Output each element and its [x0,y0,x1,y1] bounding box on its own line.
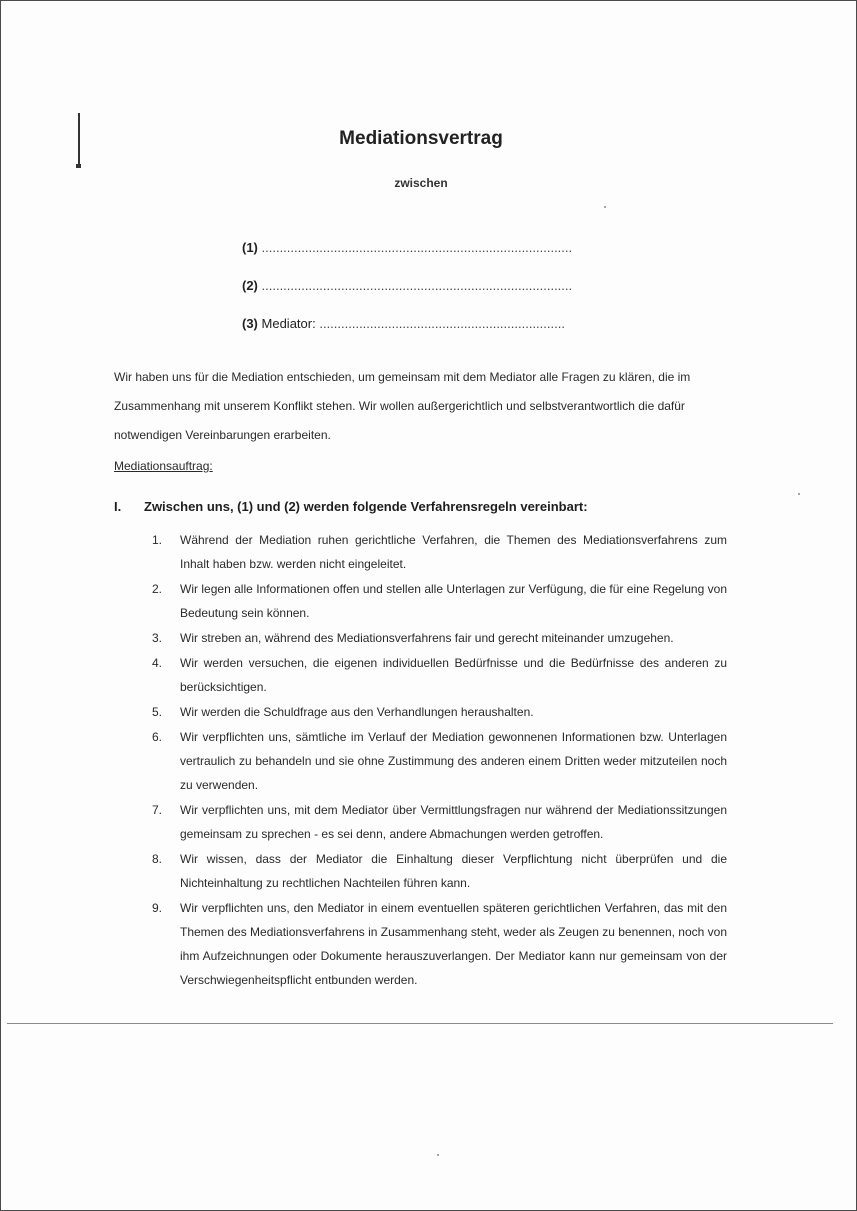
party-number: (3) [242,316,258,331]
rule-number: 3. [152,631,163,645]
list-item [152,725,727,797]
rule-text: Wir wissen, dass der Mediator die Einhaltung dieser Verpflichtung nicht überprüfen und die Nichteinhaltung zu rechtlichen Nachteilen führen kann. [180,852,727,890]
rule-text: Wir streben an, während des Mediationsverfahrens fair und gerecht miteinander umzugehen. [180,631,674,645]
party-number: (1) [242,240,258,255]
list-item [152,626,727,650]
section-heading [114,499,588,514]
rule-text: Wir verpflichten uns, mit dem Mediator über Vermittlungsfragen nur während der Mediationssitzungen gemeinsam zu sprechen - es sei denn, andere Abmachungen werden getroffen. [180,803,727,841]
list-item [152,577,727,625]
party-line-3 [242,316,565,331]
rule-number: 6. [152,730,163,744]
mandate-heading: Mediationsauftrag: [114,459,213,473]
scan-artifact-line [7,1023,833,1024]
party-fill-line: ...................................................................................... [261,278,573,293]
rule-text: Wir verpflichten uns, sämtliche im Verlauf der Mediation gewonnenen Informationen bzw. Unterlagen vertraulich zu behandeln und sie ohne Zustimmung des anderen einem Dritten weder mitzuteilen noch zu verwenden. [180,730,727,792]
scan-speck [798,493,800,495]
party-line-2 [242,278,572,293]
list-item [152,798,727,846]
list-item [152,651,727,699]
intro-paragraph: Wir haben uns für die Mediation entschieden, um gemeinsam mit dem Mediator alle Fragen zu klären, die im Zusammenhang mit unserem Konflikt stehen. Wir wollen außergerichtlich und selbstverantwortlich die dafür notwendigen Vereinbarungen erarbeiten. [114,370,691,442]
party-number: (2) [242,278,258,293]
document-subtitle: zwischen [394,176,448,190]
section-title: Zwischen uns, (1) und (2) werden folgende Verfahrensregeln vereinbart: [144,499,588,514]
party-label: Mediator: [261,316,316,331]
party-fill-line: ...................................................................................... [261,240,573,255]
rule-number: 9. [152,901,163,915]
rule-text: Wir werden die Schuldfrage aus den Verhandlungen heraushalten. [180,705,534,719]
party-line-1 [242,240,572,255]
rule-number: 2. [152,582,163,596]
document-title: Mediationsvertrag [339,128,503,149]
rule-number: 7. [152,803,163,817]
section-number: I. [114,499,122,514]
rules-list [152,528,727,992]
list-item [152,700,727,724]
list-item [152,528,727,576]
rule-text: Wir verpflichten uns, den Mediator in einem eventuellen späteren gerichtlichen Verfahren, das mit den Themen des Mediationsverfahrens in Zusammenhang steht, weder als Zeugen zu benennen, noch von ihm Aufzeichnungen oder Dokumente herauszuverlangen. Der Mediator kann nur gemeinsam von der Verschwiegenheitspflicht entbunden werden. [180,901,727,987]
rule-number: 4. [152,656,163,670]
rule-text: Wir legen alle Informationen offen und stellen alle Unterlagen zur Verfügung, die für eine Regelung von Bedeutung sein können. [180,582,727,620]
rule-text: Wir werden versuchen, die eigenen individuellen Bedürfnisse und die Bedürfnisse des anderen zu berücksichtigen. [180,656,727,694]
rule-number: 1. [152,533,163,547]
rule-number: 8. [152,852,163,866]
rule-text: Während der Mediation ruhen gerichtliche Verfahren, die Themen des Mediationsverfahrens zum Inhalt haben bzw. werden nicht eingeleitet. [180,533,727,571]
scan-speck [437,1154,439,1156]
list-item [152,896,727,992]
list-item [152,847,727,895]
scan-speck [604,206,606,208]
party-fill-line: .................................................................... [319,316,565,331]
rule-number: 5. [152,705,163,719]
